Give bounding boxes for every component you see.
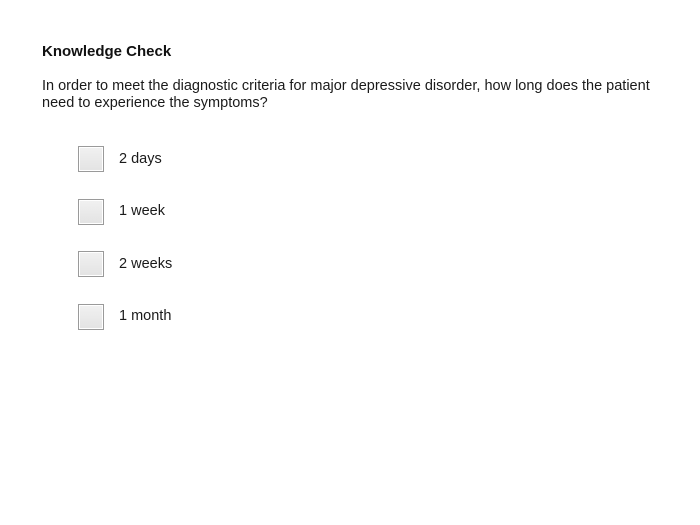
checkbox-2-weeks[interactable] [78, 251, 104, 277]
option-1-month[interactable] [78, 302, 172, 332]
option-2-weeks[interactable] [78, 249, 172, 279]
option-label[interactable]: 2 days [119, 150, 162, 167]
option-2-days[interactable] [78, 144, 172, 174]
option-label[interactable]: 1 week [119, 203, 165, 219]
quiz-title: Knowledge Check [42, 43, 172, 60]
answer-options [78, 144, 172, 354]
checkbox-1-month[interactable] [78, 304, 104, 330]
question-text: In order to meet the diagnostic criteria for major depressive disorder, how long does the patient need to experience the symptoms? [42, 78, 650, 111]
checkbox-2-days[interactable] [78, 146, 104, 172]
knowledge-check-panel [42, 43, 652, 112]
checkbox-1-week[interactable] [78, 199, 104, 225]
option-label[interactable]: 1 month [119, 308, 172, 324]
option-1-week[interactable] [78, 197, 172, 227]
option-label[interactable]: 2 weeks [119, 255, 173, 272]
